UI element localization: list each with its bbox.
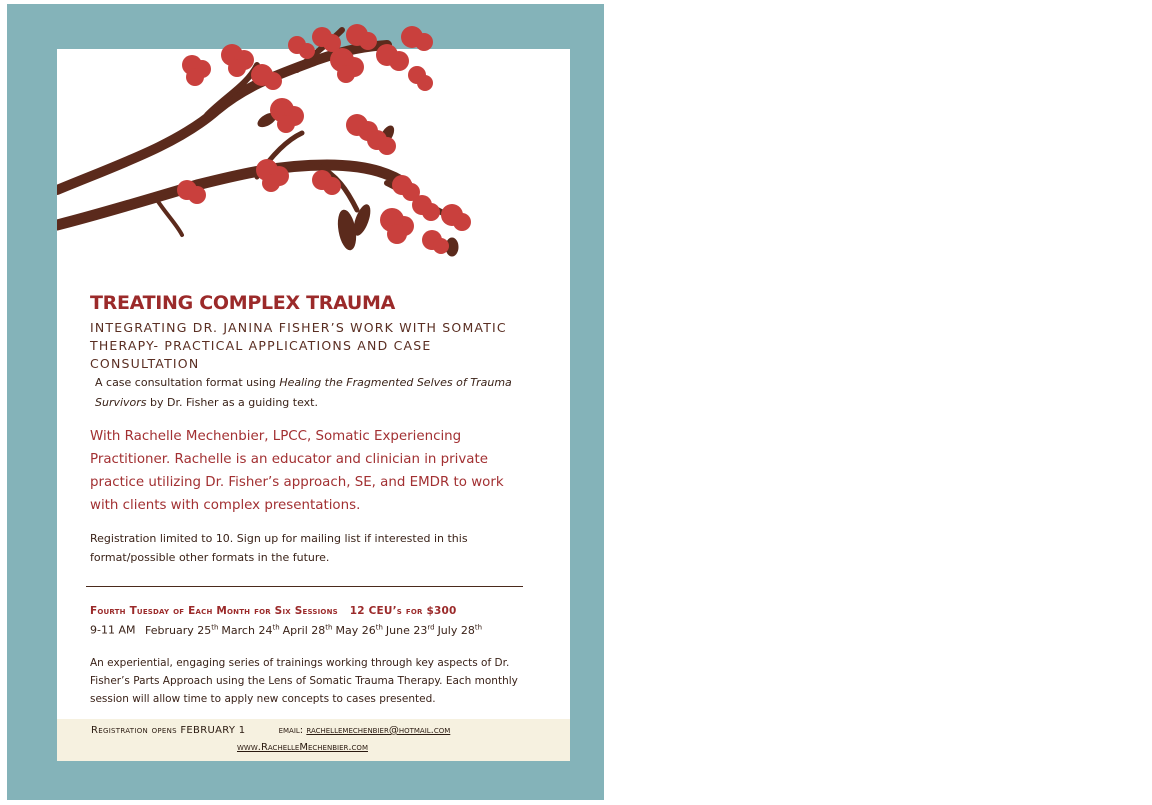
flyer-subtitle: INTEGRATING DR. JANINA FISHER’S WORK WITH SOMATIC THERAPY- PRACTICAL APPLICATIONS AND CASE CONSULTATION [90,320,507,371]
session-date-suffix: th [325,623,333,631]
footer-line-1 [91,725,450,736]
session-date-day: May 26 [335,623,376,637]
session-date-suffix: th [272,623,280,631]
footer-band [57,719,570,761]
session-date [145,624,218,637]
session-date-suffix: th [474,623,483,631]
intro-suffix: by Dr. Fisher as a guiding text. [146,396,318,409]
flyer-page [57,49,570,761]
intro-text [95,373,535,413]
divider [86,586,523,587]
blossom-branch-illustration [57,15,497,275]
session-time: 9-11 AM [90,623,136,637]
session-date-day: March 24 [221,623,273,637]
session-date-suffix: rd [427,623,435,631]
series-description: An experiential, engaging series of trainings working through key aspects of Dr. Fisher’s Parts Approach using the Lens of Somatic Trauma Therapy. Each monthly session will allow time to apply new concepts to cases presented. [90,657,518,705]
presenter-bio: With Rachelle Mechenbier, LPCC, Somatic Experiencing Practitioner. Rachelle is an educator and clinician in private practice utilizing Dr. Fisher’s approach, SE, and EMDR to work with clients with complex presentations. [90,429,504,513]
email-label: email: [278,725,304,736]
session-date-suffix: th [211,623,219,631]
book-title: Healing the Fragmented Selves of Trauma Survivors [95,376,512,409]
footer-line-2 [57,742,570,753]
session-date-day: July 28 [437,623,475,637]
date-list [139,624,482,637]
website-link[interactable]: www.RachelleMechenbier.com [237,742,368,753]
session-dates [90,623,482,637]
session-date-suffix: th [375,623,383,631]
session-date [335,624,382,637]
session-date [386,624,435,637]
session-date-day: February 25 [144,623,212,637]
ceu-text: 12 CEU’s for $300 [349,605,457,617]
session-date-day: June 23 [385,623,428,637]
registration-note: Registration limited to 10. Sign up for mailing list if interested in this format/possible other formats in the future. [90,532,468,564]
intro-prefix: A case consultation format using [95,376,280,389]
session-date [438,624,482,637]
schedule-text: Fourth Tuesday of Each Month for Six Sessions [90,605,338,617]
registration-open: Registration opens FEBRUARY 1 [91,725,246,736]
session-date [283,624,333,637]
schedule-line [90,605,457,617]
flyer-frame [7,4,604,800]
session-date [221,624,279,637]
session-date-day: April 28 [282,623,326,637]
email-link[interactable]: rachellemechenbier@hotmail.com [306,725,451,736]
flyer-title: TREATING COMPLEX TRAUMA [90,292,396,314]
